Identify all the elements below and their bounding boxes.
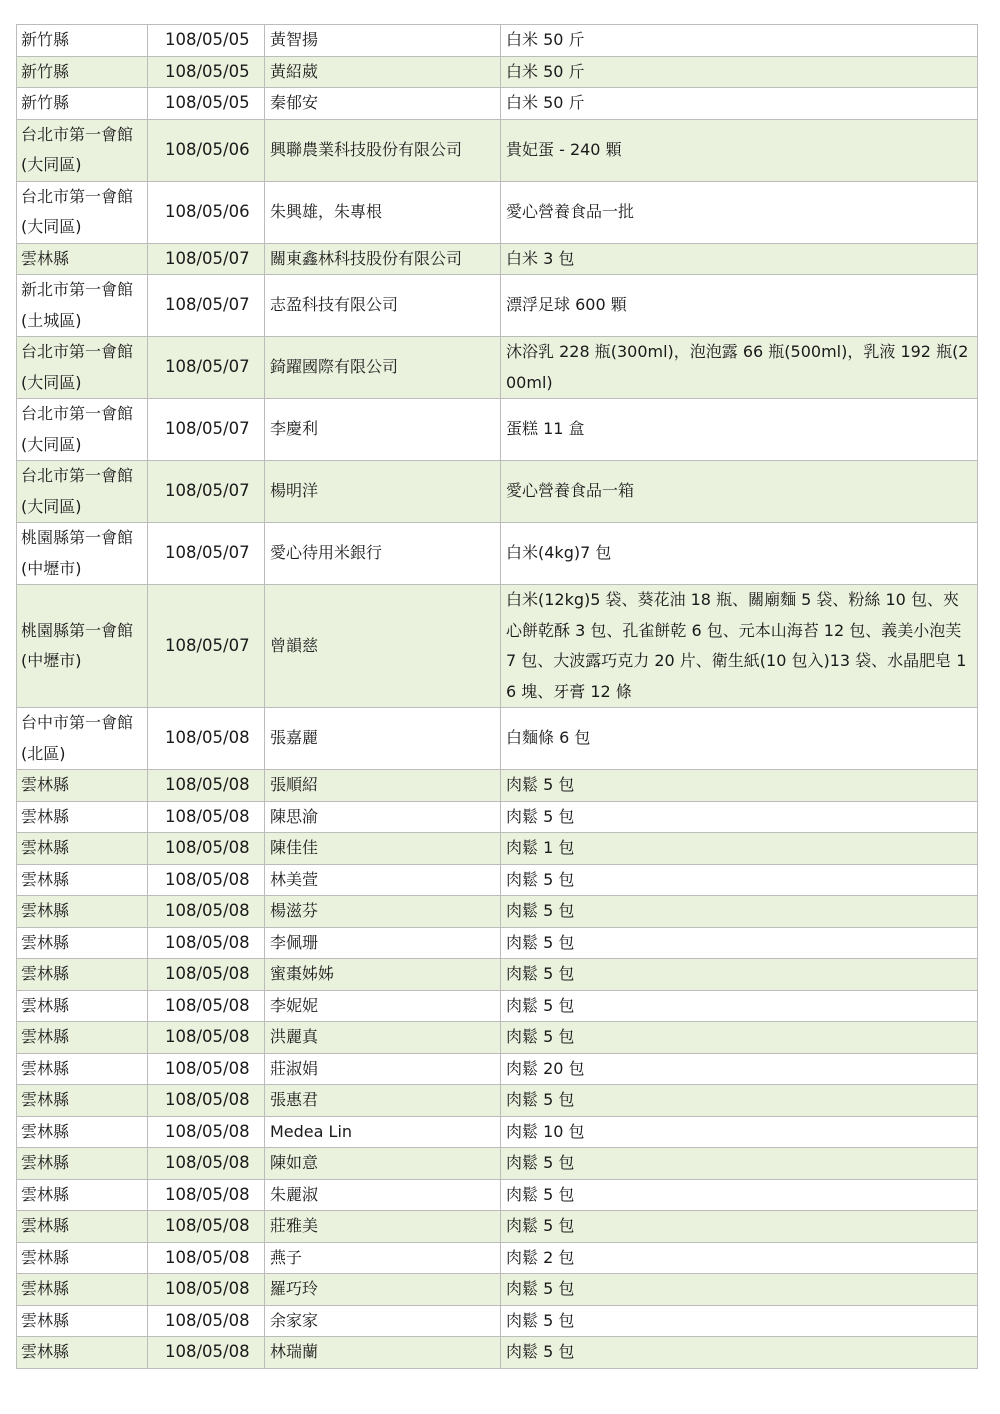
table-row [17,56,978,88]
table-row [17,1274,978,1306]
table-row [17,708,978,770]
donor-cell: 愛心待用米銀行 [265,523,501,585]
location-cell: 雲林縣 [17,927,148,959]
location-cell: 雲林縣 [17,801,148,833]
table-row [17,833,978,865]
date-cell: 108/05/08 [148,1242,265,1274]
table-row [17,275,978,337]
donor-cell: 曾韻慈 [265,585,501,708]
item-cell: 肉鬆 5 包 [501,1085,978,1117]
location-cell: 雲林縣 [17,1148,148,1180]
table-row [17,1085,978,1117]
date-cell: 108/05/08 [148,833,265,865]
item-cell: 肉鬆 5 包 [501,770,978,802]
item-cell: 肉鬆 5 包 [501,801,978,833]
donor-cell: Medea Lin [265,1116,501,1148]
table-row [17,25,978,57]
table-row [17,1242,978,1274]
donation-table [16,24,978,1369]
date-cell: 108/05/08 [148,1179,265,1211]
location-cell: 台北市第一會館(大同區) [17,337,148,399]
location-cell: 桃園縣第一會館(中壢市) [17,585,148,708]
location-cell: 雲林縣 [17,1211,148,1243]
table-row [17,1305,978,1337]
item-cell: 肉鬆 20 包 [501,1053,978,1085]
donor-cell: 陳如意 [265,1148,501,1180]
location-cell: 台北市第一會館(大同區) [17,119,148,181]
date-cell: 108/05/08 [148,896,265,928]
item-cell: 白米(12kg)5 袋、葵花油 18 瓶、關廟麵 5 袋、粉絲 10 包、夾心餅乾酥 3 包、孔雀餅乾 6 包、元本山海苔 12 包、義美小泡芙 7 包、大波露巧克力 20 片、衛生紙(10 包入)13 袋、水晶肥皂 16 塊、牙膏 12 條 [501,585,978,708]
date-cell: 108/05/08 [148,1337,265,1369]
table-row [17,523,978,585]
date-cell: 108/05/08 [148,1022,265,1054]
donor-cell: 秦郁安 [265,88,501,120]
donor-cell: 志盈科技有限公司 [265,275,501,337]
donor-cell: 張嘉麗 [265,708,501,770]
date-cell: 108/05/07 [148,585,265,708]
table-row [17,181,978,243]
donor-cell: 陳佳佳 [265,833,501,865]
donor-cell: 關東鑫林科技股份有限公司 [265,243,501,275]
donor-cell: 楊明洋 [265,461,501,523]
table-row [17,927,978,959]
item-cell: 白米(4kg)7 包 [501,523,978,585]
location-cell: 雲林縣 [17,1116,148,1148]
date-cell: 108/05/08 [148,1274,265,1306]
item-cell: 肉鬆 5 包 [501,927,978,959]
table-row [17,399,978,461]
location-cell: 新竹縣 [17,25,148,57]
donor-cell: 羅巧玲 [265,1274,501,1306]
item-cell: 肉鬆 5 包 [501,959,978,991]
table-row [17,88,978,120]
location-cell: 雲林縣 [17,1274,148,1306]
date-cell: 108/05/08 [148,959,265,991]
location-cell: 新竹縣 [17,56,148,88]
table-row [17,243,978,275]
date-cell: 108/05/07 [148,523,265,585]
location-cell: 雲林縣 [17,959,148,991]
donor-cell: 朱興雄，朱專根 [265,181,501,243]
location-cell: 雲林縣 [17,833,148,865]
location-cell: 雲林縣 [17,770,148,802]
location-cell: 雲林縣 [17,1242,148,1274]
date-cell: 108/05/07 [148,275,265,337]
donor-cell: 李慶利 [265,399,501,461]
donor-cell: 余家家 [265,1305,501,1337]
table-row [17,801,978,833]
item-cell: 肉鬆 5 包 [501,864,978,896]
donor-cell: 張惠君 [265,1085,501,1117]
date-cell: 108/05/08 [148,1053,265,1085]
item-cell: 肉鬆 10 包 [501,1116,978,1148]
date-cell: 108/05/08 [148,990,265,1022]
item-cell: 肉鬆 5 包 [501,1211,978,1243]
date-cell: 108/05/08 [148,1085,265,1117]
item-cell: 肉鬆 5 包 [501,896,978,928]
table-row [17,770,978,802]
item-cell: 愛心營養食品一批 [501,181,978,243]
date-cell: 108/05/08 [148,1211,265,1243]
table-row [17,337,978,399]
item-cell: 白米 50 斤 [501,25,978,57]
item-cell: 白米 50 斤 [501,56,978,88]
date-cell: 108/05/07 [148,399,265,461]
date-cell: 108/05/08 [148,864,265,896]
table-row [17,585,978,708]
location-cell: 雲林縣 [17,1305,148,1337]
date-cell: 108/05/05 [148,56,265,88]
location-cell: 雲林縣 [17,1053,148,1085]
item-cell: 沐浴乳 228 瓶(300ml)，泡泡露 66 瓶(500ml)，乳液 192 瓶(200ml) [501,337,978,399]
donor-cell: 陳思渝 [265,801,501,833]
donor-cell: 洪麗真 [265,1022,501,1054]
table-row [17,1337,978,1369]
location-cell: 台北市第一會館(大同區) [17,461,148,523]
date-cell: 108/05/08 [148,1116,265,1148]
item-cell: 愛心營養食品一箱 [501,461,978,523]
table-row [17,1211,978,1243]
item-cell: 肉鬆 5 包 [501,1274,978,1306]
item-cell: 白米 50 斤 [501,88,978,120]
table-row [17,1022,978,1054]
location-cell: 台北市第一會館(大同區) [17,399,148,461]
date-cell: 108/05/08 [148,1148,265,1180]
location-cell: 新竹縣 [17,88,148,120]
date-cell: 108/05/05 [148,88,265,120]
item-cell: 蛋糕 11 盒 [501,399,978,461]
item-cell: 肉鬆 5 包 [501,1305,978,1337]
date-cell: 108/05/07 [148,337,265,399]
donor-cell: 林瑞蘭 [265,1337,501,1369]
date-cell: 108/05/07 [148,243,265,275]
location-cell: 雲林縣 [17,896,148,928]
item-cell: 貴妃蛋 - 240 顆 [501,119,978,181]
location-cell: 桃園縣第一會館(中壢市) [17,523,148,585]
donor-cell: 莊雅美 [265,1211,501,1243]
location-cell: 台中市第一會館(北區) [17,708,148,770]
location-cell: 雲林縣 [17,990,148,1022]
item-cell: 肉鬆 2 包 [501,1242,978,1274]
date-cell: 108/05/08 [148,1305,265,1337]
table-row [17,1148,978,1180]
table-row [17,1116,978,1148]
donor-cell: 燕子 [265,1242,501,1274]
donor-cell: 林美萱 [265,864,501,896]
date-cell: 108/05/06 [148,181,265,243]
donor-cell: 張順紹 [265,770,501,802]
date-cell: 108/05/05 [148,25,265,57]
date-cell: 108/05/08 [148,770,265,802]
table-row [17,119,978,181]
donor-cell: 黃紹葳 [265,56,501,88]
date-cell: 108/05/08 [148,708,265,770]
donor-cell: 莊淑娟 [265,1053,501,1085]
item-cell: 肉鬆 5 包 [501,1148,978,1180]
table-row [17,959,978,991]
item-cell: 肉鬆 5 包 [501,1337,978,1369]
item-cell: 肉鬆 1 包 [501,833,978,865]
date-cell: 108/05/08 [148,927,265,959]
donor-cell: 楊滋芬 [265,896,501,928]
donor-cell: 黃智揚 [265,25,501,57]
item-cell: 白米 3 包 [501,243,978,275]
donor-cell: 李妮妮 [265,990,501,1022]
table-row [17,461,978,523]
location-cell: 雲林縣 [17,243,148,275]
donor-cell: 蜜棗姊姊 [265,959,501,991]
item-cell: 肉鬆 5 包 [501,990,978,1022]
table-row [17,990,978,1022]
location-cell: 雲林縣 [17,1337,148,1369]
location-cell: 台北市第一會館(大同區) [17,181,148,243]
date-cell: 108/05/07 [148,461,265,523]
item-cell: 肉鬆 5 包 [501,1022,978,1054]
location-cell: 新北市第一會館(土城區) [17,275,148,337]
date-cell: 108/05/06 [148,119,265,181]
table-row [17,1179,978,1211]
location-cell: 雲林縣 [17,1179,148,1211]
item-cell: 肉鬆 5 包 [501,1179,978,1211]
table-row [17,864,978,896]
item-cell: 漂浮足球 600 顆 [501,275,978,337]
donor-cell: 朱麗淑 [265,1179,501,1211]
location-cell: 雲林縣 [17,864,148,896]
item-cell: 白麵條 6 包 [501,708,978,770]
donor-cell: 錡躍國際有限公司 [265,337,501,399]
donor-cell: 李佩珊 [265,927,501,959]
table-row [17,1053,978,1085]
location-cell: 雲林縣 [17,1022,148,1054]
location-cell: 雲林縣 [17,1085,148,1117]
date-cell: 108/05/08 [148,801,265,833]
donor-cell: 興聯農業科技股份有限公司 [265,119,501,181]
donation-table-body [17,25,978,1369]
table-row [17,896,978,928]
